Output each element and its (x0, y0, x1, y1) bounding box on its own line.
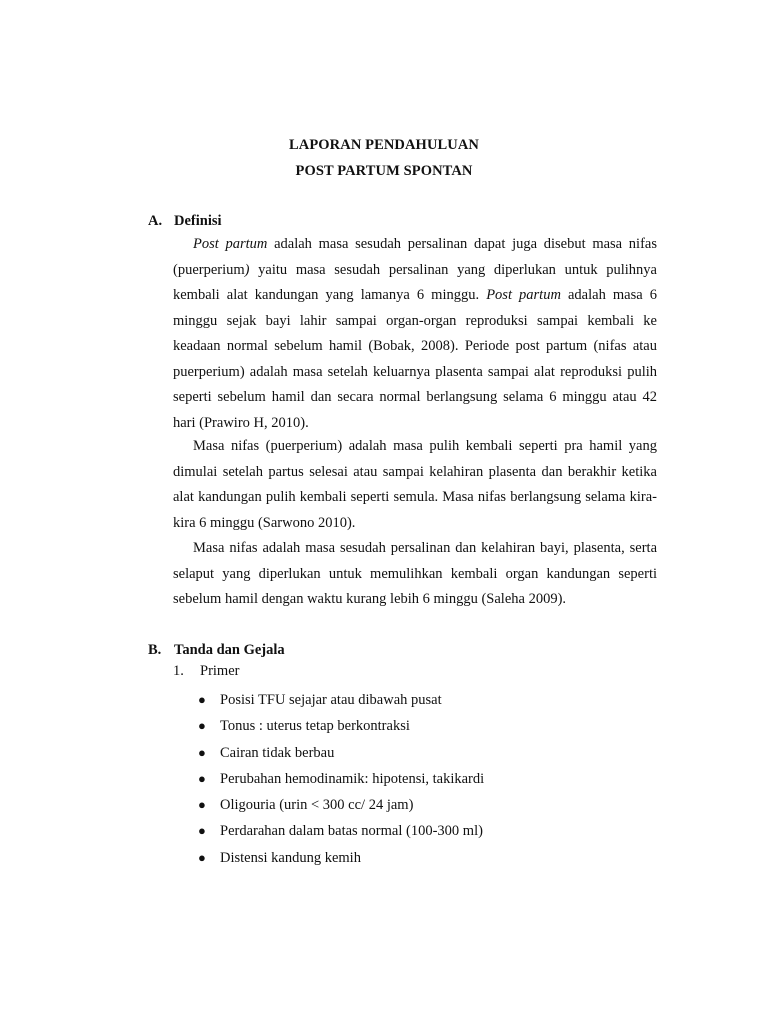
list-item-text: Cairan tidak berbau (220, 744, 335, 761)
list-item-text: Tonus : uterus tetap berkontraksi (220, 718, 410, 735)
list-item (198, 845, 484, 871)
bullet-icon: ● (198, 744, 206, 760)
bullet-icon: ● (198, 823, 206, 839)
bullet-icon: ● (198, 797, 206, 813)
italic-term: Post partum (193, 236, 268, 252)
list-item-text: Distensi kandung kemih (220, 849, 361, 866)
list-item (198, 740, 484, 766)
section-a-heading (148, 213, 222, 230)
list-item-text: Posisi TFU sejajar atau dibawah pusat (220, 692, 442, 708)
list-item (198, 687, 484, 713)
bullet-icon: ● (198, 770, 206, 786)
document-subtitle: POST PARTUM SPONTAN (295, 163, 473, 179)
definition-paragraph-3: Masa nifas adalah masa sesudah persalinan dan kelahiran bayi, plasenta, serta selaput yang diperlukan untuk memulihkan kembali organ kandungan seperti sebelum hamil dengan waktu kurang lebih 6 minggu (Saleha 2009). (173, 540, 657, 607)
section-b-heading (148, 642, 285, 659)
symptom-list (198, 687, 484, 871)
section-a-title: Definisi (174, 213, 222, 229)
definition-paragraph-2: Masa nifas (puerperium) adalah masa pulih kembali seperti pra hamil yang dimulai setelah partus selesai atau sampai kelahiran plasenta dan berakhir ketika alat kandungan pulih kembali seperti semula. Masa nifas berlangsung selama kira-kira 6 minggu (Sarwono 2010). (173, 438, 657, 531)
item-label: Primer (200, 663, 240, 679)
italic-term: Post partum (486, 287, 561, 303)
item-number: 1. (173, 663, 184, 679)
document-title: LAPORAN PENDAHULUAN (289, 137, 479, 153)
list-item (198, 792, 484, 818)
italic-paren: ) (244, 261, 250, 278)
list-item (198, 713, 484, 739)
section-a-letter: A. (148, 213, 163, 229)
list-item-text: Oligouria (urin < 300 cc/ 24 jam) (220, 797, 414, 814)
list-item (198, 766, 484, 792)
section-b-title: Tanda dan Gejala (174, 642, 285, 658)
list-item-text: Perubahan hemodinamik: hipotensi, takikardi (220, 770, 485, 787)
definition-paragraph-1 (173, 232, 657, 436)
list-item (198, 818, 484, 844)
numbered-item-primer (173, 663, 239, 680)
bullet-icon: ● (198, 849, 206, 865)
list-item-text: Perdarahan dalam batas normal (100-300 ml) (220, 823, 483, 840)
section-b-letter: B. (148, 642, 162, 658)
bullet-icon: ● (198, 692, 206, 707)
bullet-icon: ● (198, 718, 206, 734)
paragraph-text: adalah masa sesudah persalinan dapat juga disebut masa nifas (puerperium (173, 236, 657, 278)
paragraph-text: yaitu masa sesudah persalinan yang diperlukan untuk pulihnya kembali alat kandungan yang lamanya 6 minggu. (173, 261, 657, 303)
paragraph-text: adalah masa 6 minggu sejak bayi lahir sampai organ-organ reproduksi sampai kembali ke keadaan normal sebelum hamil (Bobak, 2008). Periode post partum (nifas atau puerperium) adalah masa setelah keluarnya plasenta sampai alat reproduksi pulih seperti sebelum hamil dan secara normal berlangsung selama 6 minggu atau 42 hari (Prawiro H, 2010). (173, 287, 657, 431)
